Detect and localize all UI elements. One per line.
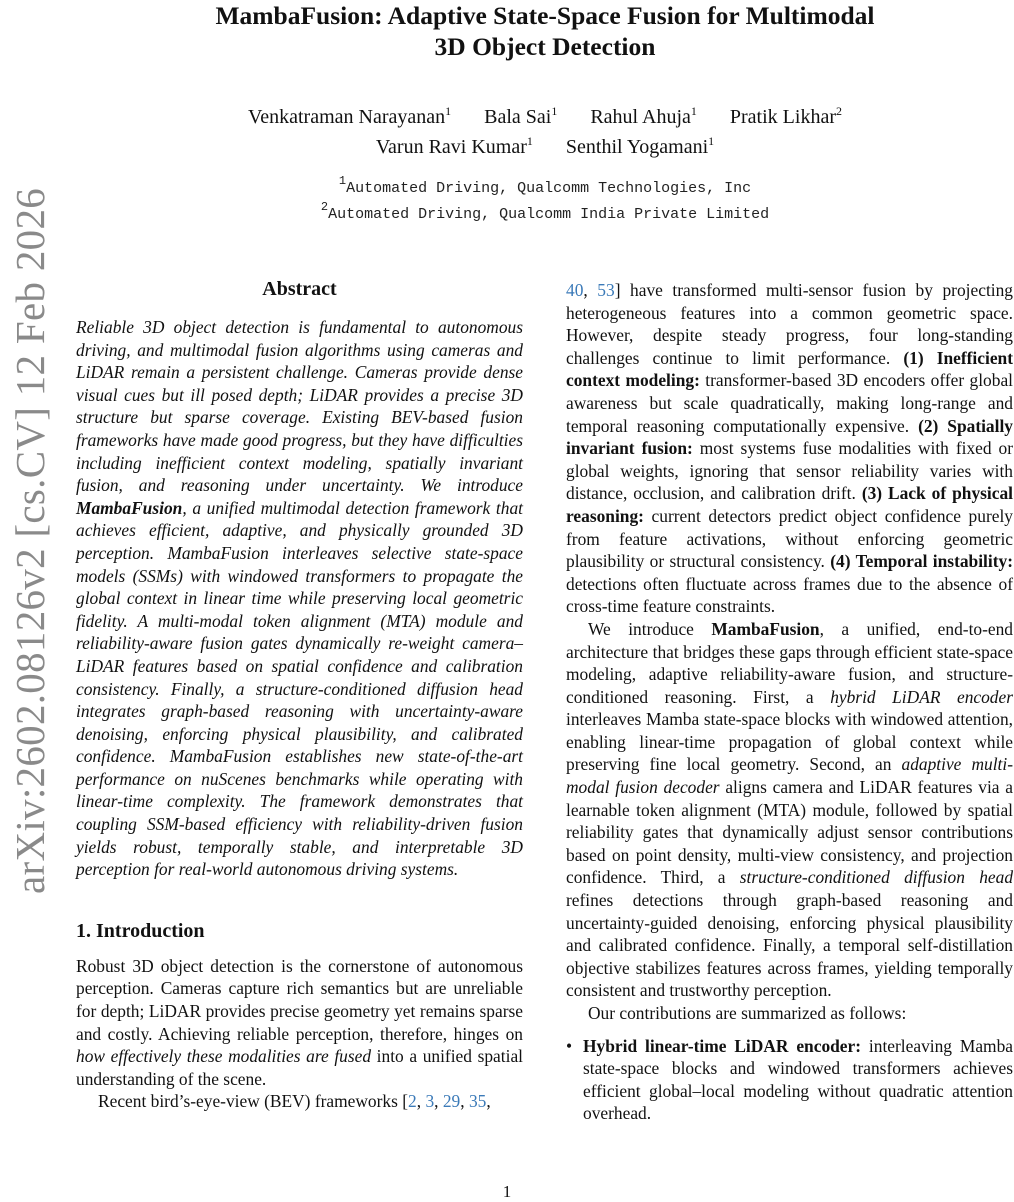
right-column [566, 279, 1013, 1125]
intro-paragraph-1: Robust 3D object detection is the cornerstone of autonomous perception. Cameras capture rich semantics but are unreliable for depth; LiDAR provides precise geometry yet remains sparse and costly. Achieving reliable perception, therefore, hinges on how effectively these modalities are fused into a unified spatial understanding of the scene. [76, 955, 523, 1089]
contributions-list [566, 1035, 1013, 1125]
paper-title [120, 0, 970, 62]
author: Venkatraman Narayanan$^1$ [248, 104, 452, 128]
left-column [76, 277, 523, 1113]
citation-link[interactable]: 35 [468, 1091, 487, 1112]
title-line-2: 3D Object Detection [434, 32, 656, 61]
author-list [120, 102, 970, 162]
intro-paragraph-4: Our contributions are summarized as follows: [588, 1003, 907, 1023]
affiliations [120, 176, 970, 228]
abstract-heading: Abstract [262, 278, 337, 300]
affiliation-2: $^2$Automated Driving, Qualcomm India Private Limited [320, 200, 770, 223]
citation-link[interactable]: 2 [408, 1091, 417, 1112]
citation-link[interactable]: 53 [597, 280, 615, 300]
citation-link[interactable]: 3 [425, 1091, 435, 1112]
citation-link[interactable]: 29 [442, 1091, 461, 1112]
author: Bala Sai$^1$ [484, 104, 558, 128]
author: Rahul Ahuja$^1$ [590, 104, 697, 128]
author: Pratik Likhar$^2$ [729, 104, 842, 128]
intro-paragraph-2-cont: 40, 53] have transformed multi-sensor fusion by projecting heterogeneous features into a common geometric space. However, despite steady progress, four long-standing challenges continue to limit performance. (1) Inefficient context modeling: transformer-based 3D encoders offer global awareness but scale quadratically, making long-range and temporal reasoning computationally expensive. (2) Spatially invariant fusion: most systems fuse modalities with fixed or global weights, ignoring that sensor reliability varies with distance, occlusion, and calibration drift. (3) Lack of physical reasoning: current detectors predict object confidence purely from feature activations, without enforcing geometric plausibility or structural consistency. (4) Temporal instability: detections often fluctuate across frames due to the absence of cross-time feature constraints. [566, 280, 1014, 617]
citation-link[interactable]: 40 [566, 280, 584, 300]
abstract-text: Reliable 3D object detection is fundamental to autonomous driving, and multimodal fusion algorithms using cameras and LiDAR remain a persistent challenge. Cameras provide dense visual cues but ill posed depth; LiDAR provides a precise 3D structure but sparse coverage. Existing BEV-based fusion frameworks have made good progress, but they have difficulties including inefficient context modeling, spatially invariant fusion, and reasoning under uncertainty. We introduce MambaFusion, a unified multimodal detection framework that achieves efficient, adaptive, and physically grounded 3D perception. MambaFusion interleaves selective state-space models (SSMs) with windowed transformers to propagate the global context in linear time while preserving local geometric fidelity. A multi-modal token alignment (MTA) module and reliability-aware fusion gates dynamically re-weight camera–LiDAR features based on spatial confidence and calibration consistency. Finally, a structure-conditioned diffusion head integrates graph-based reasoning with uncertainty-aware denoising, enforcing physical plausibility, and calibrated confidence. MambaFusion establishes new state-of-the-art performance on nuScenes benchmarks while operating with linear-time complexity. The framework demonstrates that coupling SSM-based efficiency with reliability-driven fusion yields robust, temporally stable, and interpretable 3D perception for real-world autonomous driving systems. [76, 317, 523, 880]
author: Varun Ravi Kumar$^1$ [375, 134, 533, 158]
arxiv-identifier-stamp: arXiv:2602.08126v2 [cs.CV] 12 Feb 2026 [7, 187, 53, 894]
affiliation-1: $^1$Automated Driving, Qualcomm Technologies, Inc [338, 174, 752, 197]
intro-paragraph-3: We introduce MambaFusion, a unified, end-to-end architecture that bridges these gaps through efficient state-space modeling, adaptive reliability-aware fusion, and structure-conditioned reasoning. First, a hybrid LiDAR encoder interleaves Mamba state-space blocks with windowed attention, enabling linear-time propagation of global context while preserving fine local geometry. Second, an adaptive multi-modal fusion decoder aligns camera and LiDAR features via a learnable token alignment (MTA) module, followed by spatial reliability gates that dynamically adjust sensor contributions based on point density, multi-view consistency, and projection confidence. Third, a structure-conditioned diffusion head refines detections through graph-based reasoning and uncertainty-guided denoising, enforcing physical plausibility and calibrated confidence. Finally, a temporal self-distillation objective stabilizes features across frames, yielding temporally consistent and trustworthy perception. [566, 618, 1014, 1001]
author-row-2 [120, 132, 970, 162]
author-row-1 [120, 102, 970, 132]
intro-paragraph-2-start: Recent bird’s-eye-view (BEV) frameworks [2, 3, 29, 35, [98, 1091, 491, 1112]
contribution-item: • Hybrid linear-time LiDAR encoder: interleaving Mamba state-space blocks and windowed transformers achieves efficient global–local modeling without quadratic attention overhead. [566, 1035, 1014, 1124]
introduction-heading: 1. Introduction [76, 919, 205, 942]
bullet-icon: • [566, 1035, 573, 1056]
page-number: 1 [502, 1182, 512, 1201]
author: Senthil Yogamani$^1$ [565, 134, 715, 158]
title-line-1: MambaFusion: Adaptive State-Space Fusion for Multimodal [215, 1, 875, 30]
